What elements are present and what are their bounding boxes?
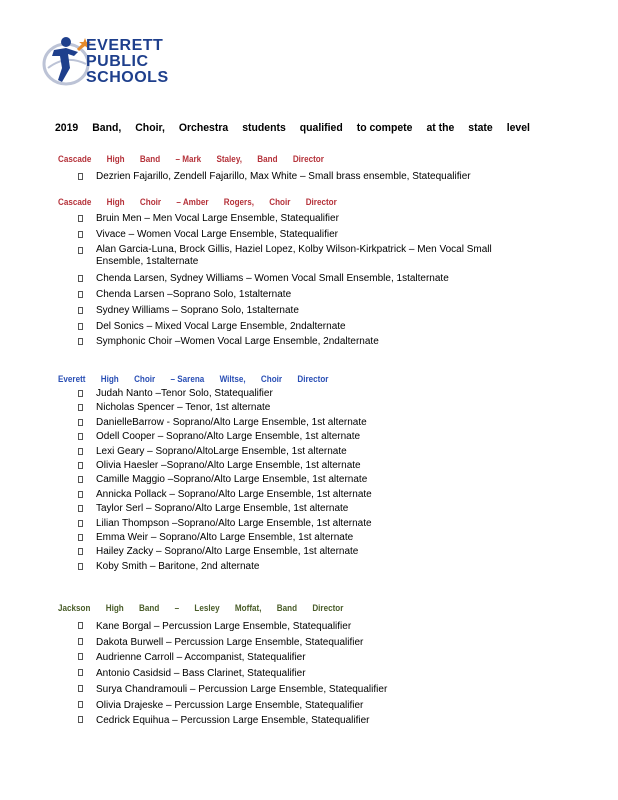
bullet-icon [78,669,83,676]
bullet-icon [78,404,83,411]
logo-wordmark [86,38,169,86]
section-header: Everett High Choir – Sarena Wiltse, Choir Director [58,374,329,384]
bullet-icon [78,433,83,440]
bullet-icon [78,231,83,238]
bullet-icon [78,275,83,282]
bullet-icon [78,638,83,645]
list-item: Kane Borgal – Percussion Large Ensemble, Statequalifier [58,619,536,635]
bullet-icon [78,323,83,330]
section-cascade-choir [58,197,536,350]
bullet-icon [78,622,83,629]
bullet-icon [78,505,83,512]
bullet-icon [78,173,83,180]
section-header: Cascade High Band – Mark Staley, Band Director [58,154,324,164]
list-item: Nicholas Spencer – Tenor, 1st alternate [58,401,536,415]
list-item: Odell Cooper – Soprano/Alto Large Ensemble, 1st alternate [58,430,536,444]
list-item: Taylor Serl – Soprano/Alto Large Ensemble, 1st alternate [58,502,536,516]
logo-line-1: EVERETT [86,37,164,54]
bullet-icon [78,448,83,455]
bullet-icon [78,491,83,498]
list-item: Symphonic Choir –Women Vocal Large Ensemble, 2ndalternate [58,335,536,349]
list-item: Del Sonics – Mixed Vocal Large Ensemble, 2ndalternate [58,320,536,334]
list-item: Surya Chandramouli – Percussion Large Ensemble, Statequalifier [58,682,536,698]
list-item: Alan Garcia-Luna, Brock Gillis, Haziel Lopez, Kolby Wilson-Kirkpatrick – Men Vocal Small Ensemble, 1stalternate [58,244,536,269]
logo-line-3: SCHOOLS [86,69,169,86]
list-item: Annicka Pollack – Soprano/Alto Large Ensemble, 1st alternate [58,488,536,502]
list-item: Vivace – Women Vocal Large Ensemble, Statequalifier [58,228,536,242]
bullet-icon [78,390,83,397]
list-item: Olivia Drajeske – Percussion Large Ensemble, Statequalifier [58,698,536,714]
bullet-icon [78,548,83,555]
bullet-icon [78,701,83,708]
list-item: DanielleBarrow - Soprano/Alto Large Ensemble, 1st alternate [58,416,536,430]
person-head-icon [61,37,71,47]
list-item: Judah Nanto –Tenor Solo, Statequalifier [58,387,536,401]
list-item: Chenda Larsen, Sydney Williams – Women Vocal Small Ensemble, 1stalternate [58,272,536,286]
bullet-icon [78,563,83,570]
list-item: Camille Maggio –Soprano/Alto Large Ensemble, 1st alternate [58,473,536,487]
bullet-icon [78,653,83,660]
section-jackson-band [58,603,536,729]
list-item: Lexi Geary – Soprano/AltoLarge Ensemble, 1st alternate [58,445,536,459]
bullet-icon [78,307,83,314]
bullet-icon [78,215,83,222]
list-item: Bruin Men – Men Vocal Large Ensemble, Statequalifier [58,212,536,226]
list-item: Cedrick Equihua – Percussion Large Ensemble, Statequalifier [58,713,536,729]
section-header: Jackson High Band – Lesley Moffat, Band Director [58,603,344,613]
list-item: Koby Smith – Baritone, 2nd alternate [58,560,536,574]
bullet-icon [78,462,83,469]
list-item: Audrienne Carroll – Accompanist, Statequalifier [58,650,536,666]
bullet-icon [78,685,83,692]
bullet-icon [78,476,83,483]
bullet-icon [78,247,83,254]
bullet-icon [78,534,83,541]
logo-line-2: PUBLIC [86,53,149,70]
bullet-icon [78,520,83,527]
list-item: Emma Weir – Soprano/Alto Large Ensemble, 1st alternate [58,531,536,545]
list-item: Dezrien Fajarillo, Zendell Fajarillo, Max White – Small brass ensemble, Statequalifier [58,170,536,184]
list-item: Sydney Williams – Soprano Solo, 1stalternate [58,304,536,318]
bullet-icon [78,716,83,723]
section-everett-choir [58,374,536,574]
list-item: Olivia Haesler –Soprano/Alto Large Ensemble, 1st alternate [58,459,536,473]
list-item: Lilian Thompson –Soprano/Alto Large Ensemble, 1st alternate [58,517,536,531]
list-item: Antonio Casidsid – Bass Clarinet, Statequalifier [58,666,536,682]
list-item: Hailey Zacky – Soprano/Alto Large Ensemble, 1st alternate [58,545,536,559]
section-header: Cascade High Choir – Amber Rogers, Choir Director [58,197,337,207]
person-figure-icon [52,48,78,82]
list-item: Dakota Burwell – Percussion Large Ensemble, Statequalifier [58,635,536,651]
list-item: Chenda Larsen –Soprano Solo, 1stalternate [58,288,536,302]
bullet-icon [78,338,83,345]
page-title: 2019 Band, Choir, Orchestra students qualified to compete at the state level [55,122,530,134]
section-cascade-band [58,154,536,184]
bullet-icon [78,419,83,426]
bullet-icon [78,291,83,298]
